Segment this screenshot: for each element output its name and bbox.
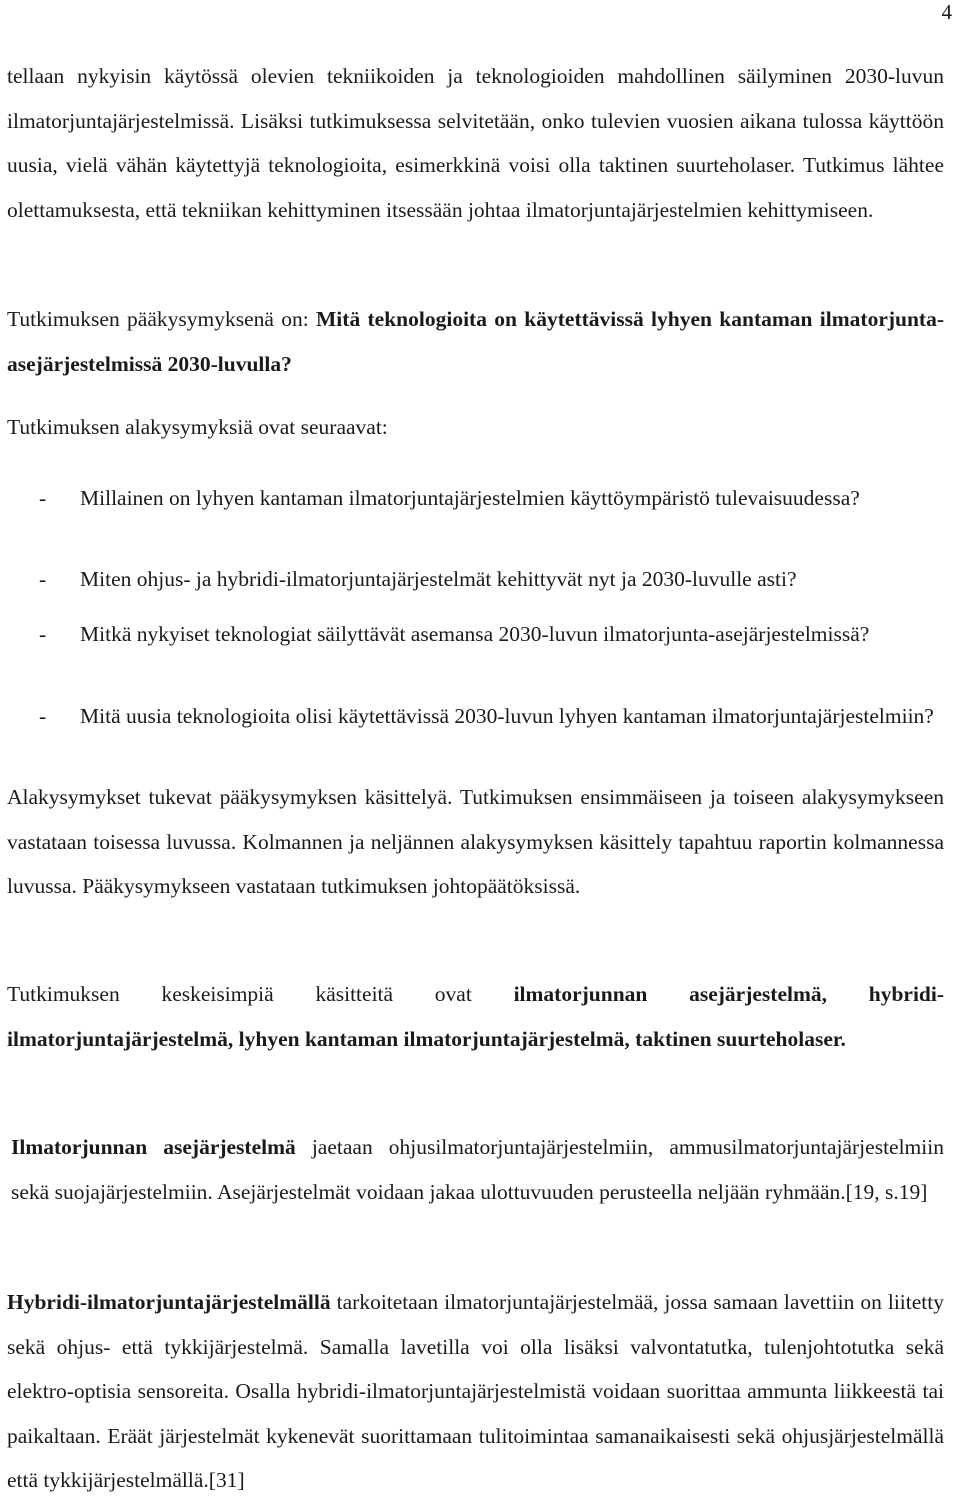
answers-paragraph: Alakysymykset tukevat pääkysymyksen käsittelyä. Tutkimuksen ensimmäiseen ja toiseen alakysymykseen vastataan toisessa luvussa. Kolmannen ja neljännen alakysymyksen käsittely tapahtuu raportin kolmannessa luvussa. Pääkysymykseen vastataan tutkimuksen johtopäätöksissä. — [7, 785, 944, 898]
page-number: 4 — [941, 0, 952, 24]
subquestion-3: Mitkä nykyiset teknologiat säilyttävät asemansa 2030-luvun ilmatorjunta-asejärjestelmissä? — [80, 622, 870, 646]
subquestions-intro: Tutkimuksen alakysymyksiä ovat seuraavat: — [7, 415, 388, 439]
list-dash: - — [39, 486, 47, 510]
main-question-lead: Tutkimuksen pääkysymyksenä on: — [7, 307, 317, 331]
list-item — [7, 565, 944, 593]
document-body — [7, 54, 944, 276]
hybridi-definition: tarkoitetaan ilmatorjuntajärjestelmää, jossa samaan lavettiin on liitetty sekä ohjus- että tykkijärjestelmä. Samalla lavetilla voi olla lisäksi valvontatutka, tulenjohtotutka sekä elektro-optisia sensoreita. Osalla hybridi-ilmatorjuntajärjestelmistä voidaan suorittaa ammunta liikkeestä tai paikaltaan. Eräät järjestelmät kykenevät suorittamaan tulitoimintaa samanaikaisesti sekä ohjusjärjestelmällä että tykkijärjestelmällä.[31] — [7, 1290, 944, 1492]
concepts-lead: Tutkimuksen keskeisimpiä käsitteitä ovat — [7, 982, 514, 1006]
subquestion-list-3 — [7, 620, 944, 648]
subquestions-intro-paragraph — [7, 405, 944, 450]
asejarjestelma-paragraph-wrap — [7, 1125, 944, 1214]
concepts-bold: ilmatorjunnan asejärjestelmä, hybridi-ilmatorjuntajärjestelmä, lyhyen kantaman ilmatorjuntajärjestelmä, taktinen suurteholaser. — [7, 982, 945, 1051]
subquestion-1: Millainen on lyhyen kantaman ilmatorjuntajärjestelmien käyttöympäristö tulevaisuudessa? — [80, 486, 860, 510]
list-dash: - — [39, 622, 47, 646]
hybridi-paragraph — [7, 1280, 944, 1503]
asejarjestelma-paragraph — [7, 1125, 944, 1214]
subquestion-2: Miten ohjus- ja hybridi-ilmatorjuntajärjestelmät kehittyvät nyt ja 2030-luvulle asti? — [80, 567, 797, 591]
main-question-text — [7, 297, 944, 386]
list-dash: - — [39, 704, 47, 728]
list-item — [7, 620, 944, 648]
concepts-paragraph — [7, 972, 944, 1061]
asejarjestelma-term: Ilmatorjunnan asejärjestelmä — [11, 1135, 296, 1159]
list-item — [7, 702, 944, 730]
main-question-paragraph — [7, 297, 944, 386]
hybridi-term: Hybridi-ilmatorjuntajärjestelmällä — [7, 1290, 331, 1314]
asejarjestelma-definition: jaetaan ohjusilmatorjuntajärjestelmiin, ammusilmatorjuntajärjestelmiin sekä suojajärjestelmiin. Asejärjestelmät voidaan jakaa ulottuvuuden perusteella neljään ryhmään.[19, s.19] — [11, 1135, 944, 1204]
list-dash: - — [39, 567, 47, 591]
concepts-paragraph-wrap — [7, 972, 944, 1061]
list-item — [7, 484, 944, 536]
subquestion-4: Mitä uusia teknologioita olisi käytettävissä 2030-luvun lyhyen kantaman ilmatorjuntajärjestelmiin? — [80, 704, 934, 728]
hybridi-paragraph-wrap — [7, 1280, 944, 1503]
subquestion-list-4 — [7, 702, 944, 730]
intro-paragraph: tellaan nykyisin käytössä olevien tekniikoiden ja teknologioiden mahdollinen säilyminen 2030-luvun ilmatorjuntajärjestelmissä. Lisäksi tutkimuksessa selvitetään, onko tulevien vuosien aikana tulossa käyttöön uusia, vielä vähän käytettyjä teknologioita, esimerkkinä voisi olla taktinen suurteholaser. Tutkimus lähtee olettamuksesta, että tekniikan kehittyminen itsessään johtaa ilmatorjuntajärjestelmien kehittymiseen. — [7, 64, 944, 222]
subquestion-list — [7, 484, 944, 536]
main-question-bold: Mitä teknologioita on käytettävissä lyhyen kantaman ilmatorjunta-asejärjestelmissä 2030-luvulla? — [7, 307, 945, 376]
answers-paragraph-wrap — [7, 775, 944, 909]
subquestion-list-2 — [7, 565, 944, 593]
